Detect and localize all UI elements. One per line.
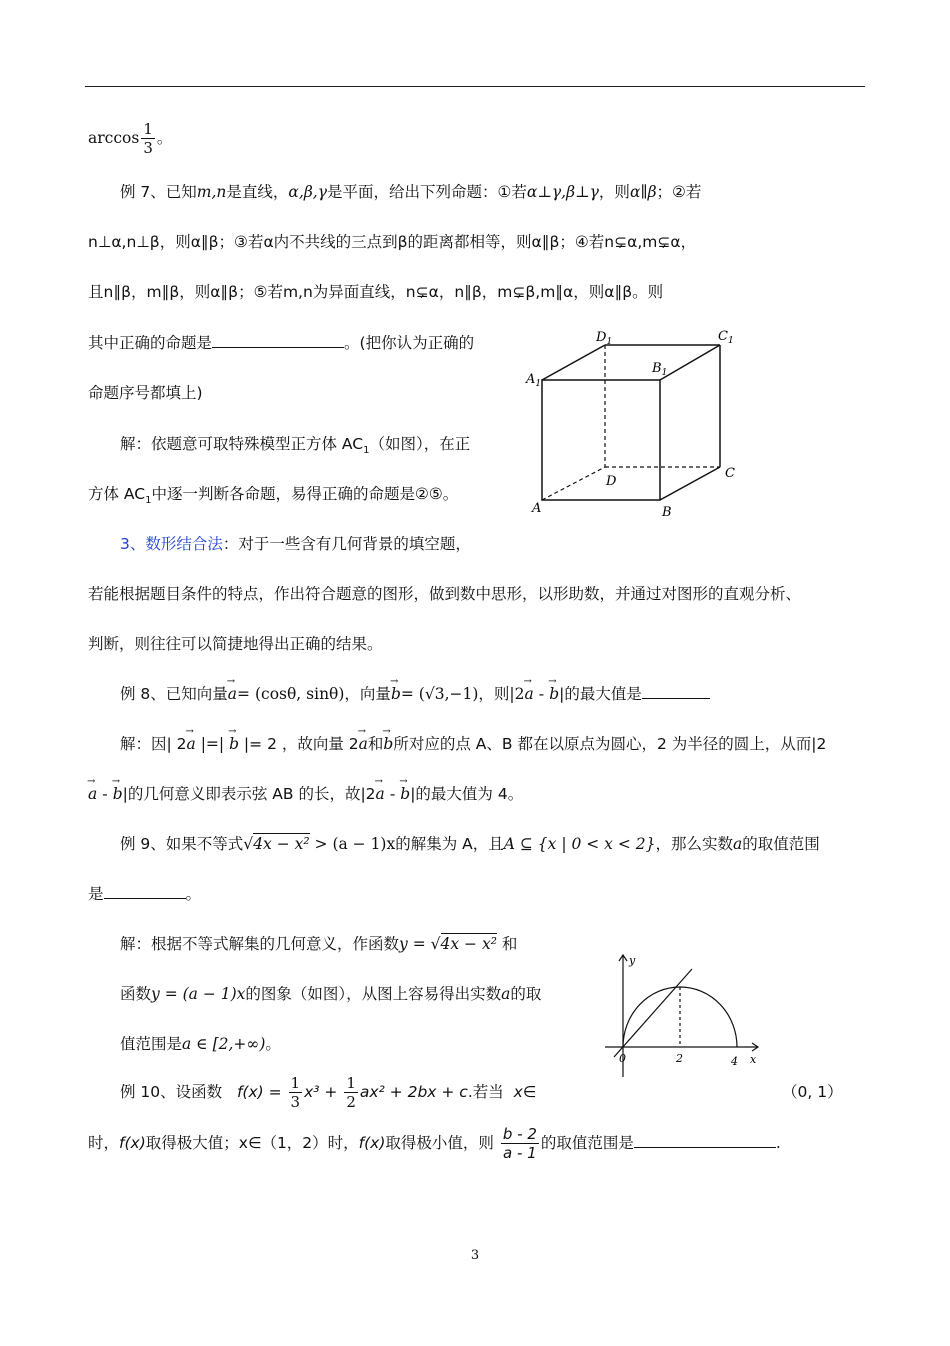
ex9-solution1: 解：根据不等式解集的几何意义，作函数y = √4x − x² 和 [120,935,518,953]
label-a1: $A_1$ [526,372,542,389]
fraction: $\frac{1}{3}$ [143,120,153,157]
label-d: D [606,474,617,489]
cube-front-face [542,380,660,500]
cube-edge-a1d1 [542,345,605,380]
ex7-line3: 且n∥β，m∥β，则α∥β；⑤若m,n为异面直线，n⊊α，n∥β，m⊊β,m∥α，则α∥β。则 [88,283,664,301]
label-c: C [725,466,735,481]
ex9-solution3: 值范围是a ∈ [2,+∞)。 [120,1035,281,1053]
graph-x-label: x [750,1053,757,1066]
answer-blank[interactable] [634,1133,776,1148]
answer-blank[interactable] [104,884,186,899]
arccos-line: arccos $\frac{1}{3}$ 。 [88,120,173,157]
ex8-question: 例 8、已知向量→ a= (cosθ, sinθ)，向量→ b= (√3,−1)，则|2→ a - → b|的最大值是 [120,684,710,704]
method3-heading: 3、数形结合法 [120,535,223,553]
method3-line3: 判断，则往往可以简捷地得出正确的结果。 [88,635,383,653]
ex10-interval: （0, 1） [782,1083,843,1101]
graph-tick-2: 2 [676,1052,683,1065]
graph-tick-4: 4 [731,1055,738,1068]
sqrt-expression: √4x − x² [243,835,310,853]
ex7-line1: 例 7、已知m,n是直线，α,β,γ是平面，给出下列命题：①若α⊥γ,β⊥γ，则α∥β；②若 [120,183,702,201]
method3-line2: 若能根据题目条件的特点，作出符合题意的图形，做到数中思形，以形助数，并通过对图形的直观分析、 [88,585,802,603]
ex7-line5: 命题序号都填上) [88,384,203,402]
cube-edge-b1c1 [660,345,720,380]
graph-figure [600,945,770,1080]
page-number: 3 [470,1248,480,1263]
cube-figure [520,325,750,520]
cube-hidden-edge-ad [542,467,605,500]
label-c1: $C_1$ [718,329,734,346]
ex9-question: 例 9、如果不等式√4x − x² > (a − 1)x的解集为 A，且A ⊆ {x | 0 < x < 2}，那么实数a的取值范围 [120,835,820,853]
ex10-line2: 时，f(x)取得极大值；x∈（1，2）时，f(x)取得极小值，则 $\frac{b - 2}{a - 1}$ 的取值范围是 . [88,1125,781,1162]
graph-y-label: y [629,954,636,967]
cube-edge-bc [660,467,720,500]
ex7-line4: 其中正确的命题是 。(把你认为正确的 [88,334,475,352]
ex7-solution1: 解：依题意可取特殊模型正方体 $AC_1$（如图），在正 [120,435,471,457]
arccos-text: arccos [88,129,140,147]
ex7-solution2: 方体 $AC_1$中逐一判断各命题，易得正确的命题是②⑤。 [88,485,459,507]
ex10-line1: 例 10、设函数 f(x) = $\frac{1}{3}$ x³ + $\frac{1}{2}$ ax² + 2bx + c.若当 x∈ [120,1074,537,1111]
answer-blank[interactable] [642,684,710,699]
ex8-solution1: 解：因| 2→ a |=| → b |= 2 ，故向量 2→ a和→ b所对应的点 A、B 都在以原点为圆心，2 为半径的圆上，从而|2 [120,734,826,754]
ex7-line2: n⊥α,n⊥β，则α∥β；③若α内不共线的三点到β的距离都相等，则α∥β；④若n⊊α,m⊊α， [88,233,697,251]
label-d1: $D_1$ [596,330,613,347]
ex8-solution2: → a - → b|的几何意义即表示弦 AB 的长，故|2→ a - → b|的最大值为 4。 [88,784,523,804]
answer-blank[interactable] [212,333,344,348]
label-a: A [532,501,542,516]
ex9-line2: 是 。 [88,885,202,903]
label-b1: $B_1$ [652,361,668,378]
graph-origin-label: 0 [619,1052,626,1065]
label-b: B [662,505,672,520]
header-rule [85,86,865,87]
ex9-solution2: 函数y = (a − 1)x的图象（如图），从图上容易得出实数a的取 [120,985,542,1003]
method3-title-line: 3、数形结合法：对于一些含有几何背景的填空题， [120,535,471,553]
